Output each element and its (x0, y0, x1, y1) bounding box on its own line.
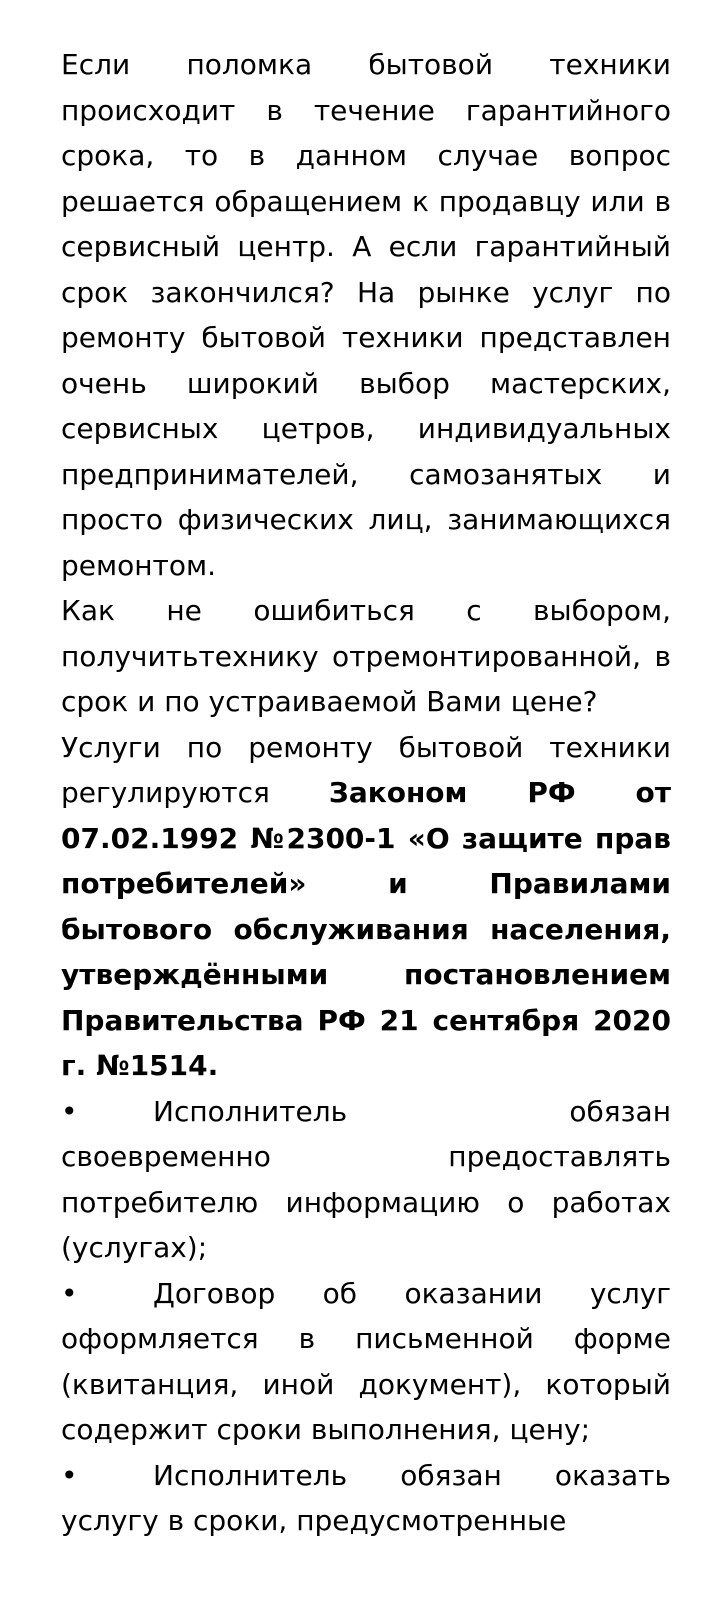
bullet-text: Исполнитель обязан оказать услугу в сроки, предусмотренные (61, 1458, 671, 1537)
paragraph-regulation (61, 725, 671, 1089)
bullet-item (61, 1089, 671, 1271)
bullet-text: Договор об оказании услуг оформляется в письменной форме (квитанция, иной документ), который содержит сроки выполнения, цену; (61, 1276, 671, 1446)
paragraph-warranty: Если поломка бытовой техники происходит в течение гарантийного срока, то в данном случае вопрос решается обращением к продавцу или в сервисный центр. А если гарантийный срок закончился? На рынке услуг по ремонту бытовой техники представлен очень широкий выбор мастерских, сервисных цетров, индивидуальных предпринимателей, самозанятых и просто физических лиц, занимающихся ремонтом. (61, 48, 671, 582)
bullet-item (61, 1271, 671, 1453)
bullet-item (61, 1453, 671, 1544)
bullet-marker: • (61, 1094, 78, 1128)
regulation-intro-text: Услуги по ремонту бытовой техники регулируются (61, 730, 671, 809)
bullet-marker: • (61, 1458, 78, 1492)
bullet-text: Исполнитель обязан своевременно предоставлять потребителю информацию о работах (услугах); (61, 1094, 671, 1264)
regulation-law-text: Законом РФ от 07.02.1992 №2300-1 «О защите прав потребителей» и Правилами бытового обслуживания населения, утверждёнными постановлением Правительства РФ 21 сентября 2020 г. №1514. (61, 776, 672, 1082)
bullet-marker: • (61, 1276, 78, 1310)
paragraph-choice-question: Как не ошибиться с выбором, получитьтехнику отремонтированной, в срок и по устраиваемой Вами цене? (61, 594, 671, 718)
